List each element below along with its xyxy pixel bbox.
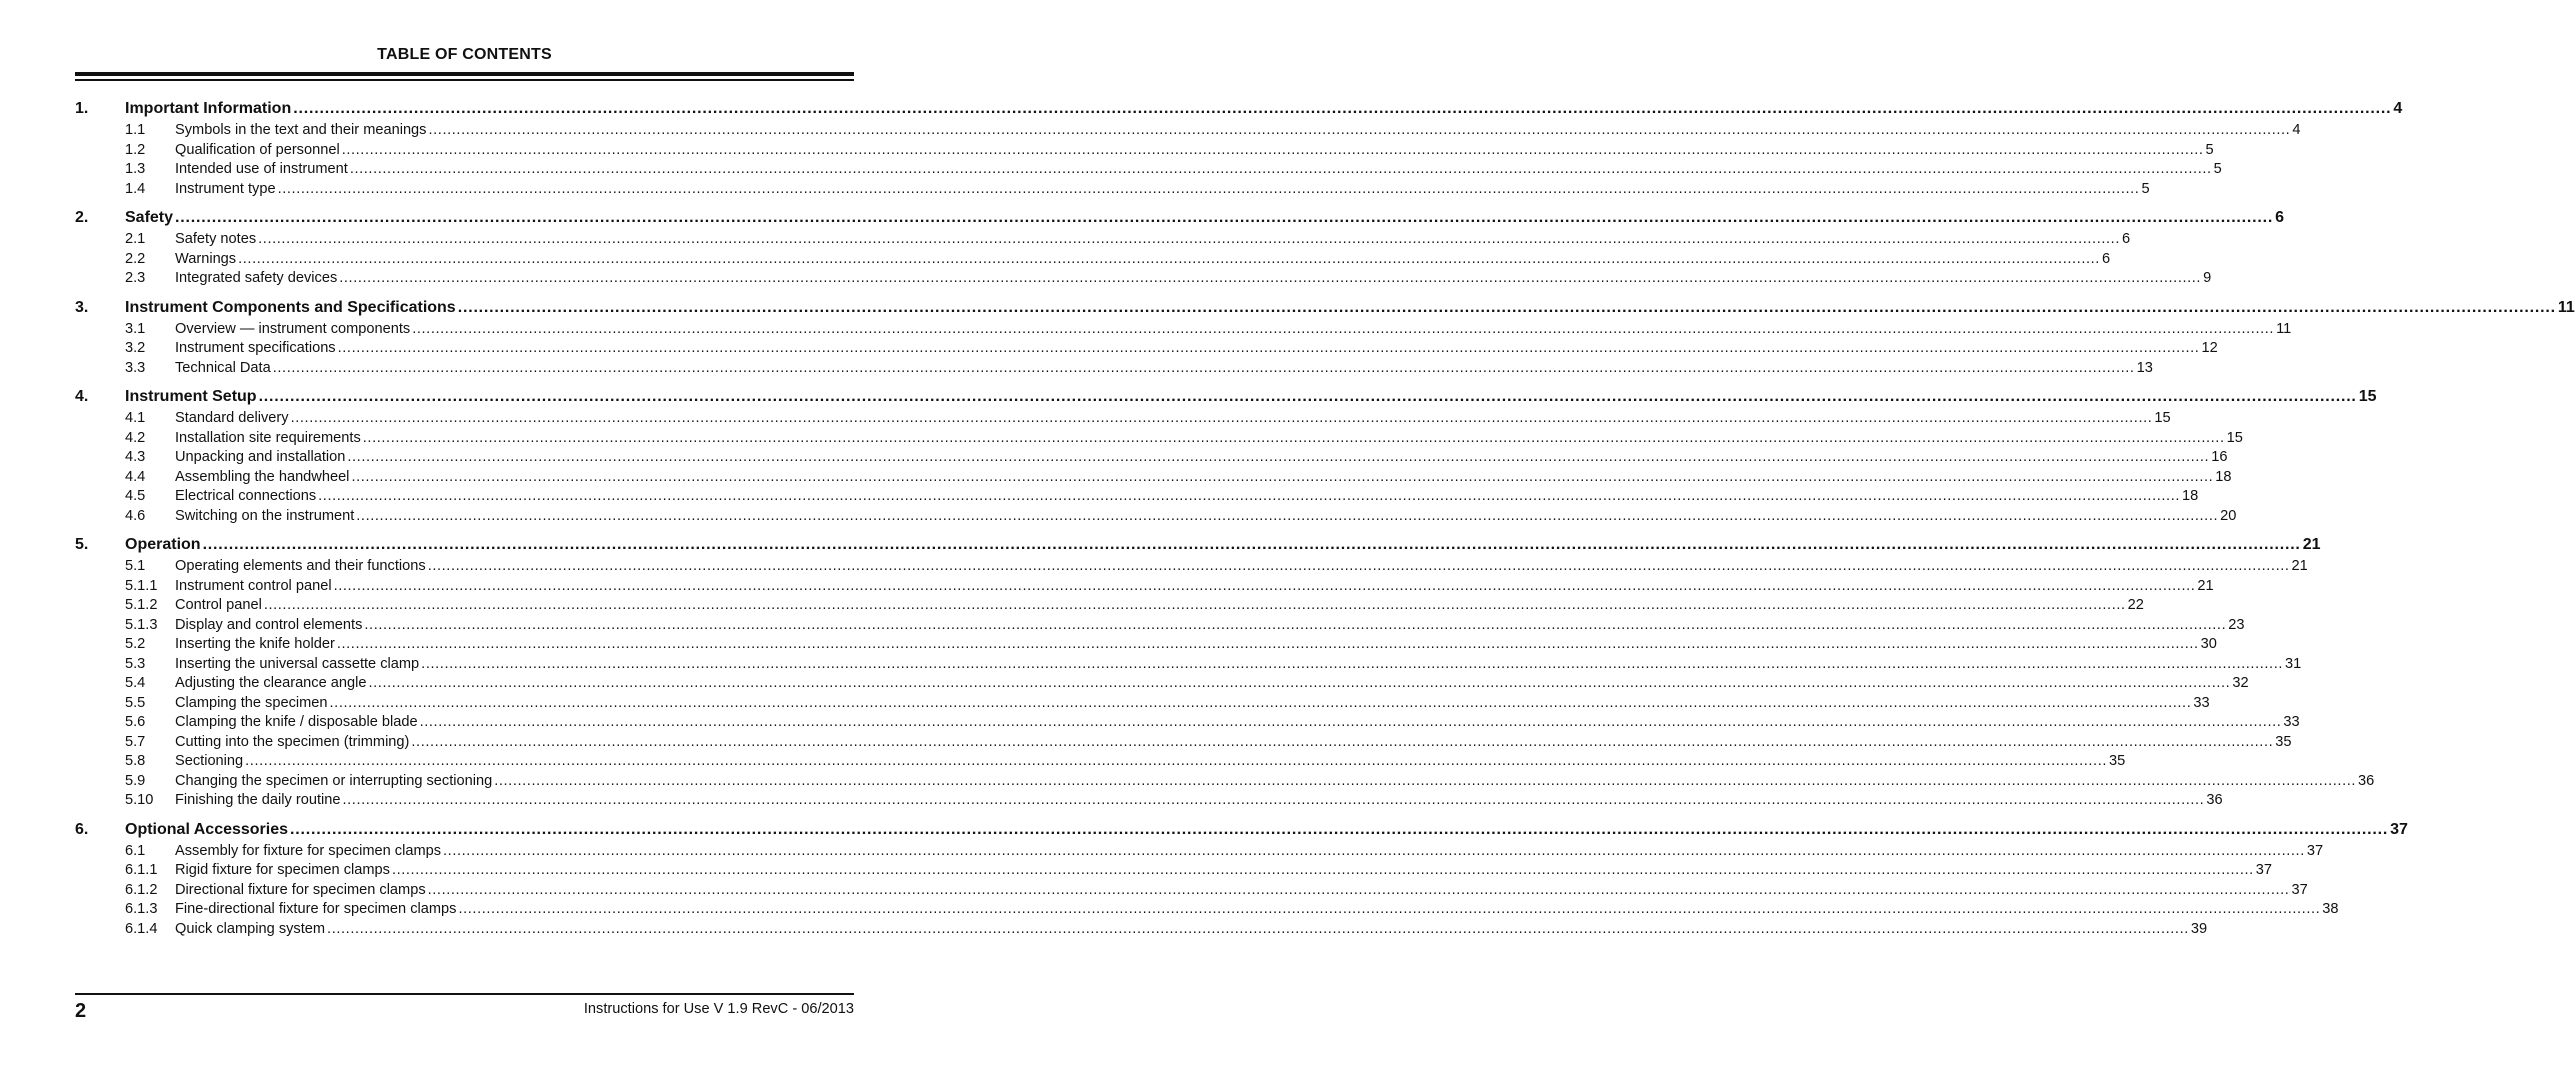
toc-entry-title: Changing the specimen or interrupting sectioning (175, 772, 493, 789)
toc-subsection-entry[interactable] (75, 269, 2212, 289)
toc-dot-leader: ................................................................................................................................................................................................................................................................................................................................................................................................................ (327, 920, 2189, 937)
toc-entry-number: 4.4 (125, 468, 146, 485)
toc-subsection-entry[interactable] (75, 733, 2292, 753)
toc-dot-leader: ................................................................................................................................................................................................................................................................................................................................................................................................................ (245, 753, 2107, 769)
toc-subsection-entry[interactable] (75, 320, 2292, 340)
toc-subsection-entry[interactable] (75, 713, 2300, 733)
header-rule-thick (75, 72, 854, 76)
toc-section (75, 817, 2408, 940)
toc-entry-number: 3.1 (125, 320, 146, 337)
toc-entry-page: 20 (2220, 507, 2237, 524)
toc-section (75, 295, 2575, 379)
toc-dot-leader: ................................................................................................................................................................................................................................................................................................................................................................................................................ (337, 340, 2200, 356)
table-of-contents (75, 96, 2575, 945)
toc-dot-leader: ................................................................................................................................................................................................................................................................................................................................................................................................................ (293, 100, 2392, 117)
toc-subsection-entry[interactable] (75, 339, 2218, 359)
toc-entry-title: Instrument Setup (125, 388, 257, 405)
toc-entry-title: Safety notes (175, 231, 257, 247)
toc-entry-title: Finishing the daily routine (175, 792, 341, 808)
toc-subsection-entry[interactable] (75, 448, 2228, 468)
toc-entry-number: 5.7 (125, 733, 146, 750)
toc-chapter-entry[interactable] (75, 817, 2408, 842)
toc-subsection-entry[interactable] (75, 180, 2150, 200)
toc-dot-leader: ................................................................................................................................................................................................................................................................................................................................................................................................................ (272, 359, 2135, 376)
toc-entry-number: 2.1 (125, 231, 146, 247)
toc-dot-leader: ................................................................................................................................................................................................................................................................................................................................................................................................................ (258, 388, 2357, 405)
toc-entry-page: 4 (2292, 122, 2301, 138)
toc-entry-page: 13 (2136, 359, 2153, 376)
toc-subsection-entry[interactable] (75, 409, 2171, 429)
toc-entry-number: 3. (75, 298, 89, 316)
toc-subsection-entry[interactable] (75, 487, 2199, 507)
toc-dot-leader: ................................................................................................................................................................................................................................................................................................................................................................................................................ (364, 616, 2227, 633)
toc-dot-leader: ................................................................................................................................................................................................................................................................................................................................................................................................................ (351, 468, 2214, 485)
toc-entry-page: 37 (2390, 820, 2408, 838)
toc-dot-leader: ................................................................................................................................................................................................................................................................................................................................................................................................................ (341, 141, 2204, 158)
toc-entry-title: Instrument Components and Specifications (125, 298, 456, 316)
toc-entry-title: Intended use of instrument (175, 161, 348, 177)
toc-entry-page: 32 (2232, 675, 2249, 691)
toc-entry-page: 4 (2393, 100, 2403, 117)
toc-dot-leader: ................................................................................................................................................................................................................................................................................................................................................................................................................ (329, 694, 2192, 711)
toc-entry-title: Unpacking and installation (175, 449, 346, 465)
toc-entry-title: Fine-directional fixture for specimen clamps (175, 901, 457, 917)
toc-entry-title: Adjusting the clearance angle (175, 675, 367, 691)
toc-entry-page: 15 (2226, 429, 2243, 446)
toc-dot-leader: ................................................................................................................................................................................................................................................................................................................................................................................................................ (421, 655, 2284, 672)
toc-subsection-entry[interactable] (75, 920, 2208, 940)
toc-entry-number: 3.2 (125, 340, 146, 356)
toc-entry-title: Inserting the knife holder (175, 636, 335, 652)
toc-dot-leader: ................................................................................................................................................................................................................................................................................................................................................................................................................ (494, 772, 2357, 789)
toc-entry-number: 5.9 (125, 772, 146, 789)
toc-entry-title: Clamping the specimen (175, 694, 328, 711)
toc-dot-leader: ................................................................................................................................................................................................................................................................................................................................................................................................................ (339, 270, 2202, 286)
toc-entry-page: 5 (2205, 141, 2214, 158)
toc-subsection-entry[interactable] (75, 842, 2324, 862)
toc-dot-leader: ................................................................................................................................................................................................................................................................................................................................................................................................................ (258, 231, 2120, 247)
toc-dot-leader: ................................................................................................................................................................................................................................................................................................................................................................................................................ (391, 862, 2254, 878)
toc-entry-page: 21 (2302, 536, 2321, 553)
toc-subsection-entry[interactable] (75, 507, 2237, 527)
toc-entry-number: 5.1.1 (125, 577, 158, 594)
toc-entry-page: 39 (2190, 920, 2208, 937)
toc-entry-title: Quick clamping system (175, 920, 326, 937)
toc-entry-title: Electrical connections (175, 488, 317, 504)
toc-dot-leader: ................................................................................................................................................................................................................................................................................................................................................................................................................ (290, 410, 2153, 426)
toc-entry-title: Standard delivery (175, 410, 289, 426)
toc-entry-number: 5.3 (125, 655, 146, 672)
toc-subsection-entry[interactable] (75, 616, 2245, 636)
toc-entry-page: 6 (2275, 209, 2285, 226)
toc-entry-title: Instrument type (175, 180, 276, 197)
toc-entry-number: 1.4 (125, 180, 146, 197)
toc-chapter-entry[interactable] (75, 384, 2377, 409)
toc-entry-page: 35 (2109, 753, 2126, 769)
toc-entry-page: 6 (2101, 250, 2111, 267)
toc-subsection-entry[interactable] (75, 160, 2222, 180)
toc-entry-title: Cutting into the specimen (trimming) (175, 733, 410, 750)
toc-dot-leader: ................................................................................................................................................................................................................................................................................................................................................................................................................ (336, 636, 2199, 652)
toc-dot-leader: ................................................................................................................................................................................................................................................................................................................................................................................................................ (202, 536, 2301, 553)
toc-dot-leader: ................................................................................................................................................................................................................................................................................................................................................................................................................ (419, 714, 2282, 730)
toc-entry-number: 1.2 (125, 141, 146, 158)
toc-dot-leader: ................................................................................................................................................................................................................................................................................................................................................................................................................ (443, 842, 2305, 859)
toc-section (75, 532, 2375, 811)
toc-subsection-entry[interactable] (75, 121, 2301, 141)
toc-entry-number: 6. (75, 820, 89, 838)
toc-subsection-entry[interactable] (75, 596, 2144, 616)
toc-subsection-entry[interactable] (75, 141, 2214, 161)
toc-dot-leader: ................................................................................................................................................................................................................................................................................................................................................................................................................ (347, 449, 2210, 465)
toc-dot-leader: ................................................................................................................................................................................................................................................................................................................................................................................................................ (428, 122, 2291, 138)
toc-subsection-entry[interactable] (75, 250, 2111, 270)
toc-entry-page: 5 (2213, 161, 2222, 177)
footer-rule (75, 993, 854, 995)
toc-entry-number: 4.3 (125, 449, 146, 465)
toc-subsection-entry[interactable] (75, 900, 2339, 920)
toc-entry-number: 1. (75, 100, 89, 117)
toc-chapter-entry[interactable] (75, 532, 2321, 557)
page-title: TABLE OF CONTENTS (377, 46, 552, 63)
toc-entry-page: 30 (2200, 636, 2217, 652)
toc-subsection-entry[interactable] (75, 655, 2302, 675)
toc-entry-title: Switching on the instrument (175, 507, 355, 524)
toc-entry-number: 5.6 (125, 714, 146, 730)
toc-entry-number: 6.1.1 (125, 862, 158, 878)
toc-dot-leader: ................................................................................................................................................................................................................................................................................................................................................................................................................ (356, 507, 2219, 524)
toc-dot-leader: ................................................................................................................................................................................................................................................................................................................................................................................................................ (277, 180, 2140, 197)
toc-entry-title: Warnings (175, 250, 237, 267)
toc-dot-leader: ................................................................................................................................................................................................................................................................................................................................................................................................................ (411, 733, 2274, 750)
toc-dot-leader: ................................................................................................................................................................................................................................................................................................................................................................................................................ (175, 209, 2274, 226)
toc-subsection-entry[interactable] (75, 429, 2243, 449)
toc-entry-page: 6 (2121, 231, 2131, 247)
toc-entry-number: 5.1.3 (125, 616, 158, 633)
toc-entry-page: 37 (2291, 881, 2308, 898)
toc-entry-page: 36 (2206, 792, 2223, 808)
toc-dot-leader: ................................................................................................................................................................................................................................................................................................................................................................................................................ (333, 577, 2196, 594)
toc-entry-title: Clamping the knife / disposable blade (175, 714, 418, 730)
toc-entry-number: 5.10 (125, 792, 154, 808)
toc-dot-leader: ................................................................................................................................................................................................................................................................................................................................................................................................................ (457, 298, 2556, 316)
toc-chapter-entry[interactable] (75, 205, 2285, 230)
toc-dot-leader: ................................................................................................................................................................................................................................................................................................................................................................................................................ (362, 429, 2225, 446)
toc-section (75, 384, 2377, 526)
toc-entry-number: 5.8 (125, 753, 146, 769)
toc-dot-leader: ................................................................................................................................................................................................................................................................................................................................................................................................................ (458, 901, 2321, 917)
toc-chapter-entry[interactable] (75, 96, 2403, 121)
toc-subsection-entry[interactable] (75, 468, 2232, 488)
toc-entry-page: 21 (2197, 577, 2214, 594)
toc-entry-page: 37 (2255, 862, 2273, 878)
toc-entry-page: 11 (2557, 298, 2575, 316)
toc-entry-number: 3.3 (125, 359, 146, 376)
toc-dot-leader: ................................................................................................................................................................................................................................................................................................................................................................................................................ (349, 161, 2212, 177)
toc-section (75, 205, 2285, 289)
toc-dot-leader: ................................................................................................................................................................................................................................................................................................................................................................................................................ (427, 881, 2290, 898)
toc-entry-title: Display and control elements (175, 616, 363, 633)
toc-entry-page: 31 (2285, 655, 2302, 672)
toc-entry-page: 11 (2276, 320, 2292, 337)
toc-entry-page: 18 (2215, 468, 2232, 485)
toc-dot-leader: ................................................................................................................................................................................................................................................................................................................................................................................................................ (290, 820, 2389, 838)
toc-entry-title: Qualification of personnel (175, 141, 340, 158)
toc-entry-number: 4.5 (125, 488, 146, 504)
toc-entry-page: 37 (2306, 842, 2324, 859)
toc-entry-number: 6.1.2 (125, 881, 158, 898)
toc-entry-title: Control panel (175, 597, 262, 613)
toc-entry-page: 12 (2201, 340, 2218, 356)
toc-subsection-entry[interactable] (75, 861, 2273, 881)
toc-subsection-entry[interactable] (75, 772, 2375, 792)
toc-entry-number: 4.2 (125, 429, 146, 446)
toc-entry-title: Safety (125, 209, 174, 226)
toc-entry-number: 1.3 (125, 161, 146, 177)
toc-subsection-entry[interactable] (75, 359, 2153, 379)
toc-entry-number: 5.2 (125, 636, 146, 652)
toc-entry-title: Operation (125, 536, 201, 553)
toc-dot-leader: ................................................................................................................................................................................................................................................................................................................................................................................................................ (263, 597, 2126, 613)
toc-entry-title: Operating elements and their functions (175, 558, 426, 574)
toc-subsection-entry[interactable] (75, 635, 2217, 655)
toc-subsection-entry[interactable] (75, 577, 2214, 597)
toc-dot-leader: ................................................................................................................................................................................................................................................................................................................................................................................................................ (318, 488, 2180, 504)
toc-entry-number: 2.2 (125, 250, 146, 267)
toc-entry-title: Directional fixture for specimen clamps (175, 881, 426, 898)
toc-entry-page: 36 (2358, 772, 2375, 789)
toc-entry-page: 18 (2182, 488, 2199, 504)
toc-entry-title: Rigid fixture for specimen clamps (175, 862, 390, 878)
toc-entry-number: 1.1 (125, 122, 146, 138)
page-number: 2 (75, 1000, 87, 1022)
toc-entry-title: Integrated safety devices (175, 270, 338, 286)
toc-entry-number: 2.3 (125, 270, 146, 286)
toc-entry-title: Technical Data (175, 359, 271, 376)
toc-dot-leader: ................................................................................................................................................................................................................................................................................................................................................................................................................ (342, 792, 2205, 808)
toc-entry-title: Instrument specifications (175, 340, 336, 356)
toc-entry-page: 5 (2141, 180, 2150, 197)
toc-entry-title: Symbols in the text and their meanings (175, 122, 427, 138)
toc-entry-page: 21 (2291, 558, 2308, 574)
toc-entry-title: Important Information (125, 100, 292, 117)
toc-entry-title: Installation site requirements (175, 429, 361, 446)
toc-subsection-entry[interactable] (75, 674, 2249, 694)
toc-entry-title: Instrument control panel (175, 577, 332, 594)
toc-entry-number: 4. (75, 388, 89, 405)
toc-dot-leader: ................................................................................................................................................................................................................................................................................................................................................................................................................ (368, 675, 2231, 691)
toc-entry-page: 22 (2127, 597, 2144, 613)
toc-subsection-entry[interactable] (75, 752, 2126, 772)
toc-entry-number: 4.6 (125, 507, 146, 524)
toc-entry-number: 2. (75, 209, 89, 226)
toc-entry-number: 6.1 (125, 842, 146, 859)
toc-entry-number: 5.1 (125, 558, 146, 574)
toc-entry-number: 5.4 (125, 675, 146, 691)
toc-entry-page: 35 (2275, 733, 2292, 750)
toc-entry-title: Assembly for fixture for specimen clamps (175, 842, 442, 859)
toc-subsection-entry[interactable] (75, 791, 2223, 811)
toc-subsection-entry[interactable] (75, 881, 2308, 901)
toc-entry-page: 9 (2203, 270, 2212, 286)
toc-entry-page: 23 (2228, 616, 2245, 633)
toc-dot-leader: ................................................................................................................................................................................................................................................................................................................................................................................................................ (238, 250, 2100, 267)
toc-entry-number: 6.1.4 (125, 920, 158, 937)
toc-entry-page: 33 (2193, 694, 2210, 711)
toc-chapter-entry[interactable] (75, 295, 2575, 320)
toc-entry-number: 6.1.3 (125, 901, 158, 917)
toc-subsection-entry[interactable] (75, 694, 2210, 714)
toc-entry-page: 38 (2322, 901, 2339, 917)
toc-subsection-entry[interactable] (75, 230, 2131, 250)
toc-entry-title: Overview — instrument components (175, 320, 411, 337)
toc-entry-number: 5.5 (125, 694, 146, 711)
toc-entry-title: Optional Accessories (125, 820, 289, 838)
toc-entry-title: Inserting the universal cassette clamp (175, 655, 420, 672)
toc-entry-number: 4.1 (125, 410, 146, 426)
toc-entry-title: Sectioning (175, 753, 244, 769)
toc-dot-leader: ................................................................................................................................................................................................................................................................................................................................................................................................................ (412, 320, 2275, 337)
toc-entry-number: 5.1.2 (125, 597, 158, 613)
toc-entry-title: Assembling the handwheel (175, 468, 350, 485)
header-rule-thin (75, 79, 854, 81)
toc-entry-page: 33 (2283, 714, 2300, 730)
toc-entry-page: 15 (2154, 410, 2171, 426)
footer-document-info: Instructions for Use V 1.9 RevC - 06/2013 (583, 1001, 854, 1017)
toc-entry-page: 15 (2358, 388, 2377, 405)
toc-entry-page: 16 (2211, 449, 2228, 465)
toc-subsection-entry[interactable] (75, 557, 2308, 577)
toc-entry-number: 5. (75, 536, 89, 553)
toc-dot-leader: ................................................................................................................................................................................................................................................................................................................................................................................................................ (427, 558, 2290, 574)
toc-section (75, 96, 2403, 199)
